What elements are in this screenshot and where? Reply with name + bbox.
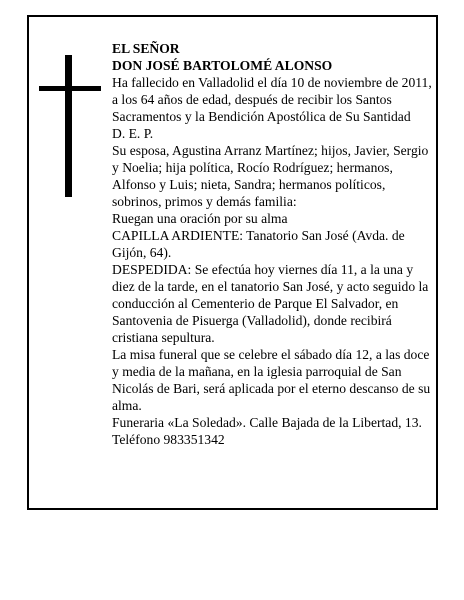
farewell-info: DESPEDIDA: Se efectúa hoy viernes día 11, a la una y diez de la tarde, en el tanatorio San José, y acto seguido la conducción al Cementerio de Parque El Salvador, en Santovenia de Pisuerga (Valladolid), donde recibirá cristiana sepultura.: [112, 262, 429, 345]
obituary-title: EL SEÑOR: [112, 41, 180, 56]
rip-line: D. E. P.: [112, 126, 154, 141]
funeral-home: Funeraria «La Soledad». Calle Bajada de la Libertad, 13.: [112, 415, 422, 430]
chapel-info: CAPILLA ARDIENTE: Tanatorio San José (Avda. de Gijón, 64).: [112, 228, 405, 260]
prayer-request: Ruegan una oración por su alma: [112, 211, 288, 226]
obituary-text: [112, 40, 432, 448]
deceased-name: DON JOSÉ BARTOLOMÉ ALONSO: [112, 58, 333, 73]
mass-info: La misa funeral que se celebre el sábado día 12, a las doce y media de la mañana, en la iglesia parroquial de San Nicolás de Bari, será aplicada por el eterno descanso de su alma.: [112, 347, 431, 413]
phone-number: Teléfono 983351342: [112, 432, 225, 447]
cross-vertical-bar: [65, 55, 72, 197]
cross-horizontal-bar: [39, 86, 101, 91]
death-announcement: Ha fallecido en Valladolid el día 10 de noviembre de 2011, a los 64 años de edad, después de recibir los Santos Sacramentos y la Bendición Apostólica de Su Santidad: [112, 75, 432, 124]
family-list: Su esposa, Agustina Arranz Martínez; hijos, Javier, Sergio y Noelia; hija política, Rocío Rodríguez; hermanos, Alfonso y Luis; nieta, Sandra; hermanos políticos, sobrinos, primos y demás familia:: [112, 143, 429, 209]
cross-icon: [39, 55, 101, 197]
